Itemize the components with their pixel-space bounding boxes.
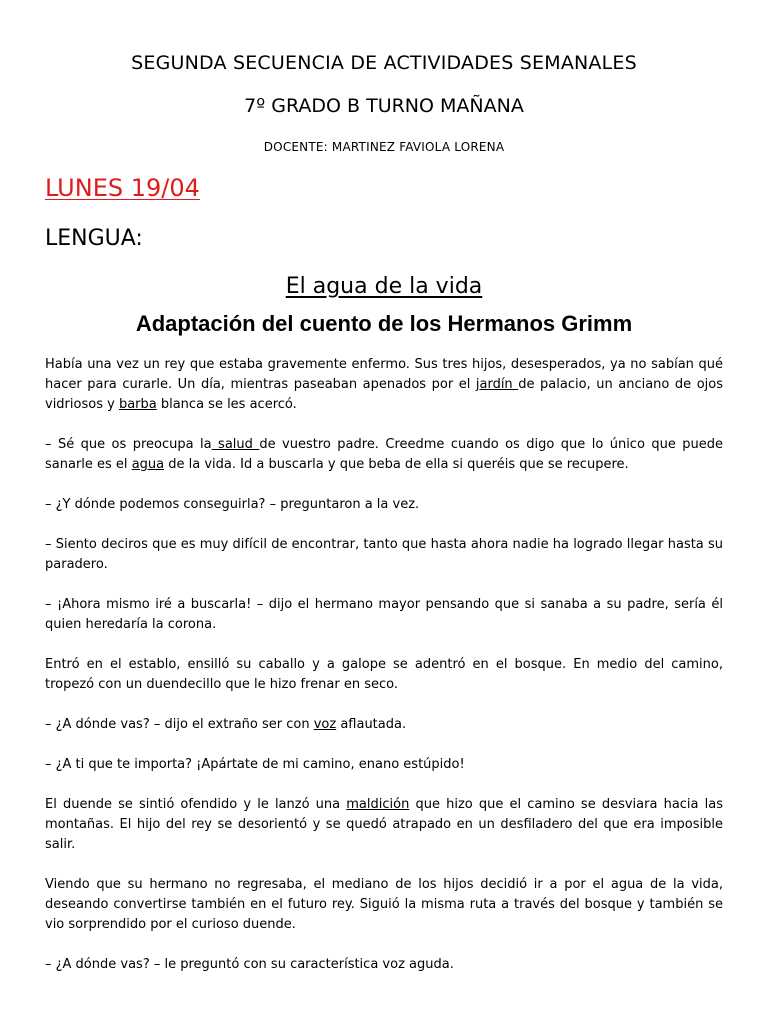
text-run: blanca se les acercó. — [156, 397, 297, 412]
text-run: – ¿A dónde vas? – dijo el extraño ser con — [45, 717, 314, 732]
paragraph: Entró en el establo, ensilló su caballo y a galope se adentró en el bosque. En medio del camino, tropezó con un duendecillo que le hizo frenar en seco. — [45, 657, 723, 692]
day-heading: LUNES 19/04 — [45, 174, 200, 202]
underlined-word: salud — [211, 437, 260, 452]
text-run: de la vida. Id a buscarla y que beba de ella si queréis que se recupere. — [164, 457, 629, 472]
paragraph: Viendo que su hermano no regresaba, el mediano de los hijos decidió ir a por el agua de la vida, deseando convertirse también en el futuro rey. Siguió la misma ruta a través del bosque y también se vio sorprendido por el curioso duende. — [45, 877, 723, 932]
paragraph: – Siento deciros que es muy difícil de encontrar, tanto que hasta ahora nadie ha logrado llegar hasta su paradero. — [45, 537, 723, 572]
text-run: aflautada. — [336, 717, 407, 732]
text-run: El duende se sintió ofendido y le lanzó una — [45, 797, 347, 812]
paragraph: – ¿A dónde vas? – le preguntó con su característica voz aguda. — [45, 957, 454, 972]
paragraph — [45, 435, 723, 475]
text-run: de vuestro padre. Creedme cuando os digo que lo único que puede sanarle es el — [45, 437, 724, 472]
paragraph: – ¿A ti que te importa? ¡Apártate de mi camino, enano estúpido! — [45, 757, 465, 772]
grade-heading: 7º GRADO B TURNO MAÑANA — [244, 95, 524, 117]
underlined-word: voz — [313, 717, 337, 732]
paragraph — [45, 355, 723, 415]
teacher-line: DOCENTE: MARTINEZ FAVIOLA LORENA — [263, 140, 505, 154]
document-title: SEGUNDA SECUENCIA DE ACTIVIDADES SEMANALES — [131, 52, 637, 74]
underlined-word: jardín — [475, 377, 519, 392]
underlined-word: agua — [131, 457, 165, 472]
paragraph — [45, 795, 723, 855]
story-subtitle: Adaptación del cuento de los Hermanos Grimm — [135, 311, 633, 336]
subject-heading: LENGUA: — [45, 226, 143, 251]
story-body — [45, 355, 723, 995]
story-title: El agua de la vida — [285, 274, 483, 299]
paragraph: – ¡Ahora mismo iré a buscarla! – dijo el hermano mayor pensando que si sanaba a su padre, sería él quien heredaría la corona. — [45, 597, 723, 632]
text-run: de palacio, un anciano de ojos vidriosos y — [45, 377, 724, 412]
underlined-word: maldición — [346, 797, 410, 812]
text-run: – Sé que os preocupa la — [45, 437, 212, 452]
paragraph — [45, 715, 723, 735]
underlined-word: barba — [118, 397, 157, 412]
paragraph: – ¿Y dónde podemos conseguirla? – preguntaron a la vez. — [45, 497, 420, 512]
text-run: Había una vez un rey que estaba gravemente enfermo. Sus tres hijos, desesperados, ya no sabían qué hacer para curarle. Un día, mientras paseaban apenados por el — [45, 357, 723, 392]
text-run: que hizo que el camino se desviara hacia las montañas. El hijo del rey se desorientó y se quedó atrapado en un desfiladero del que era imposible salir. — [45, 797, 724, 852]
